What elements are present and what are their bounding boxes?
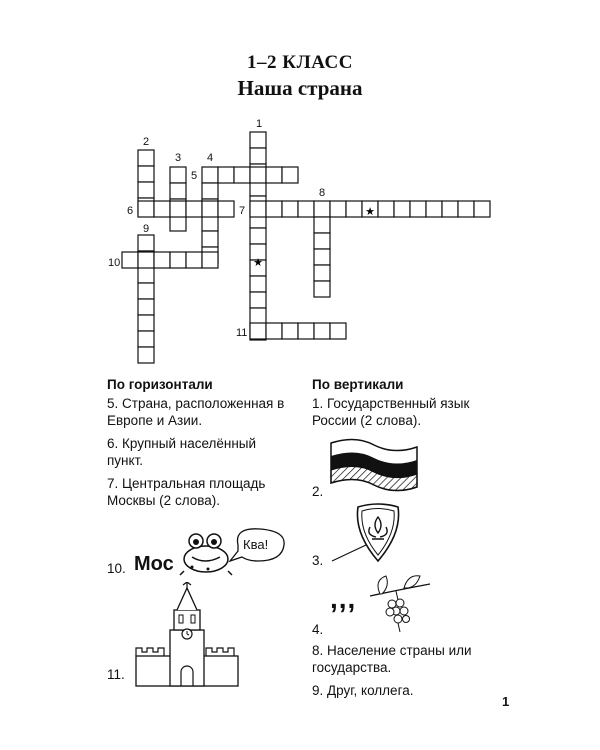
crossword-cell[interactable] [394, 201, 410, 217]
crossword-cell[interactable] [298, 323, 314, 339]
crossword-cell[interactable] [138, 331, 154, 347]
crossword-cell[interactable] [250, 148, 266, 164]
clue-4-number: 4. [312, 622, 324, 637]
clue-4-quotes: ,,, [330, 583, 357, 614]
crossword-cell[interactable] [202, 231, 218, 247]
crossword-cell[interactable] [170, 252, 186, 268]
crossword-cell[interactable] [410, 201, 426, 217]
clue-number-5: 5 [191, 170, 198, 182]
crossword-cell[interactable] [378, 201, 394, 217]
crossword-cell[interactable] [170, 201, 186, 217]
crossword-cell[interactable] [314, 281, 330, 297]
crossword-cell[interactable] [314, 217, 330, 233]
crossword-cell[interactable] [138, 182, 154, 198]
crossword-cell[interactable] [346, 201, 362, 217]
fleur-de-lis-shield-icon [330, 503, 420, 565]
crossword-cell[interactable] [218, 167, 234, 183]
crossword-cell[interactable] [234, 167, 250, 183]
crossword-grid [0, 0, 600, 370]
crossword-cell[interactable] [298, 201, 314, 217]
crossword-cell[interactable] [138, 315, 154, 331]
crossword-cell[interactable] [250, 323, 266, 339]
clue-number-8: 8 [319, 187, 326, 199]
crossword-cell[interactable] [314, 249, 330, 265]
crossword-cell[interactable] [314, 323, 330, 339]
crossword-cell[interactable] [266, 167, 282, 183]
clue-number-10: 10 [108, 257, 121, 269]
crossword-cell[interactable] [282, 167, 298, 183]
clue-number-11: 11 [236, 327, 248, 339]
star-mark-1: ★ [253, 257, 263, 269]
crossword-cell[interactable] [202, 252, 218, 268]
crossword-cell[interactable] [122, 252, 138, 268]
crossword-cell[interactable] [154, 201, 170, 217]
page-number: 1 [502, 694, 510, 709]
clue-number-1: 1 [256, 118, 263, 130]
crossword-cell[interactable] [330, 201, 346, 217]
across-clues [107, 376, 287, 515]
crossword-cell[interactable] [250, 228, 266, 244]
clue-number-2: 2 [143, 136, 150, 148]
clue-6: 6. Крупный населённый пункт. [107, 436, 257, 468]
crossword-cell[interactable] [138, 150, 154, 166]
crossword-cell[interactable] [250, 308, 266, 324]
crossword-cell[interactable] [266, 201, 282, 217]
crossword-cell[interactable] [170, 167, 186, 183]
crossword-cell[interactable] [250, 167, 266, 183]
clue-7: 7. Центральная площадь Москвы (2 слова). [107, 476, 266, 508]
crossword-cell[interactable] [282, 323, 298, 339]
clue-1: 1. Государственный язык России (2 слова). [312, 396, 470, 428]
crossword-cell[interactable] [138, 235, 154, 251]
crossword-cell[interactable] [186, 252, 202, 268]
frog-icon [178, 527, 288, 579]
crossword-cell[interactable] [250, 292, 266, 308]
crossword-cell[interactable] [442, 201, 458, 217]
clue-9: 9. Друг, коллега. [312, 683, 414, 698]
crossword-cell[interactable] [314, 233, 330, 249]
clue-11-number: 11. [107, 667, 125, 682]
crossword-cell[interactable] [250, 201, 266, 217]
clue-number-6: 6 [127, 205, 134, 217]
down-heading: По вертикали [312, 377, 404, 392]
grade-heading: 1–2 КЛАСС [247, 52, 353, 73]
crossword-cell[interactable] [202, 183, 218, 199]
crossword-cell[interactable] [138, 267, 154, 283]
clue-number-3: 3 [175, 152, 182, 164]
crossword-cell[interactable] [314, 201, 330, 217]
down-clues [312, 376, 497, 435]
crossword-cell[interactable] [314, 265, 330, 281]
crossword-cell[interactable] [426, 201, 442, 217]
clue-number-4: 4 [207, 152, 214, 164]
crossword-cell[interactable] [218, 201, 234, 217]
crossword-cell[interactable] [138, 347, 154, 363]
crossword-cell[interactable] [330, 323, 346, 339]
crossword-cell[interactable] [186, 201, 202, 217]
clue-5: 5. Страна, расположенная в Европе и Азии. [107, 396, 285, 428]
crossword-cell[interactable] [458, 201, 474, 217]
crossword-cell[interactable] [138, 201, 154, 217]
frog-speech-text: Ква! [243, 537, 269, 552]
crossword-cell[interactable] [250, 276, 266, 292]
clue-3-number: 3. [312, 553, 324, 568]
crossword-cell[interactable] [138, 252, 154, 268]
grapes-branch-icon [368, 570, 434, 636]
clue-10-word: Мос [134, 553, 174, 575]
down-clues-lower [312, 642, 497, 705]
crossword-cell[interactable] [202, 201, 218, 217]
across-heading: По горизонтали [107, 377, 213, 392]
page-title: Наша страна [237, 76, 363, 100]
clue-8: 8. Население страны или государства. [312, 643, 472, 675]
crossword-cell[interactable] [266, 323, 282, 339]
russian-flag-icon [328, 437, 420, 495]
crossword-cell[interactable] [170, 183, 186, 199]
kremlin-tower-icon [132, 582, 242, 688]
crossword-cell[interactable] [474, 201, 490, 217]
star-mark-2: ★ [365, 206, 375, 218]
crossword-cell[interactable] [138, 299, 154, 315]
clue-number-9: 9 [143, 223, 150, 235]
crossword-cell[interactable] [138, 166, 154, 182]
crossword-cell[interactable] [282, 201, 298, 217]
clue-10-number: 10. [107, 561, 126, 576]
clue-number-7: 7 [239, 205, 246, 217]
crossword-cell[interactable] [154, 252, 170, 268]
crossword-cell[interactable] [202, 167, 218, 183]
crossword-cell[interactable] [250, 132, 266, 148]
clue-2-number: 2. [312, 484, 324, 499]
crossword-cell[interactable] [138, 283, 154, 299]
